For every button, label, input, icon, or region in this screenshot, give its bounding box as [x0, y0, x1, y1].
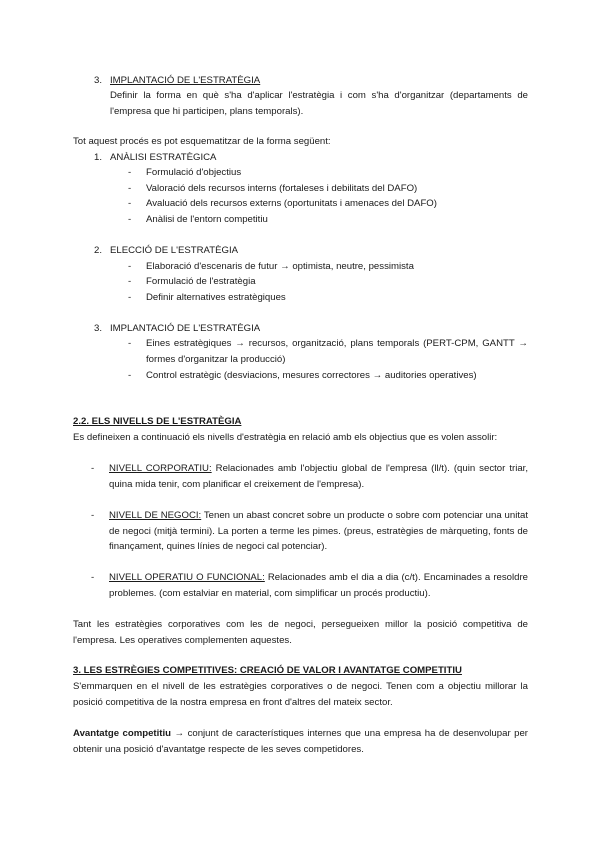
strategy-level-label: NIVELL OPERATIU O FUNCIONAL:	[109, 572, 265, 583]
scheme-step-number: 3.	[94, 323, 103, 334]
section-heading: 2.2. ELS NIVELLS DE L'ESTRATÈGIA	[73, 416, 242, 427]
strategy-level-item	[109, 508, 528, 555]
strategy-level-item	[109, 570, 528, 601]
strategy-level-text: Relacionades amb el dia a dia (c/t). Encaminades a resoldre problemes. (com estalviar en material, com simplificar un procés productiu).	[109, 572, 528, 599]
list-bullet: -	[128, 338, 132, 349]
definition-paragraph	[73, 726, 528, 757]
definition-text: → conjunt de característiques internes que una empresa ha de desenvolupar per obtenir una posició d'avantatge respecte de les seves competidores.	[73, 728, 528, 755]
strategy-level-text: Tenen un abast concret sobre un producte o sobre com potenciar una unitat de negoci (mitjà termini). La porten a terme les pimes. (preus, estratègies de màrqueting, fonts de finançament, quines línies de negoci cal potenciar).	[109, 510, 528, 552]
scheme-step-number: 1.	[94, 152, 103, 163]
list-item: Valoració dels recursos interns (fortaleses i debilitats del DAFO)	[146, 183, 418, 194]
list-bullet: -	[91, 463, 95, 474]
list-item: Elaboració d'escenaris de futur → optimista, neutre, pessimista	[146, 261, 414, 272]
list-item: Avaluació dels recursos externs (oportunitats i amenaces del DAFO)	[146, 198, 437, 209]
list-bullet: -	[91, 510, 95, 521]
list-item: Eines estratègiques → recursos, organització, plans temporals (PERT-CPM, GANTT → formes d'organitzar la producció)	[146, 338, 528, 365]
list-bullet: -	[128, 292, 132, 303]
section-intro: Es defineixen a continuació els nivells d'estratègia en relació amb els objectius que es volen assolir:	[73, 432, 498, 443]
section-intro: S'emmarquen en el nivell de les estratègies corporatives o de negoci. Tenen com a objectiu millorar la posició competitiva de la nostra empresa en front d'altres del mateix sector.	[73, 681, 528, 708]
section-top-number: 3.	[94, 75, 103, 86]
definition-term: Avantatge competitiu	[73, 728, 172, 739]
list-item: Control estratègic (desviacions, mesures correctores → auditories operatives)	[146, 370, 477, 381]
strategy-level-label: NIVELL DE NEGOCI:	[109, 510, 202, 521]
scheme-step-title: ANÀLISI ESTRATÈGICA	[110, 152, 217, 163]
list-item: Formulació d'objectius	[146, 167, 242, 178]
strategy-level-text: Relacionades amb l'objectiu global de l'empresa (ll/t). (quin sector triar, quina mida tenir, com planificar el creixement de l'empresa).	[109, 463, 528, 490]
list-bullet: -	[91, 572, 95, 583]
list-item: Anàlisi de l'entorn competitiu	[146, 214, 268, 225]
list-item: Formulació de l'estratègia	[146, 276, 256, 287]
scheme-step-title: IMPLANTACIÓ DE L'ESTRATÈGIA	[110, 323, 261, 334]
list-bullet: -	[128, 370, 132, 381]
list-bullet: -	[128, 198, 132, 209]
section-closing: Tant les estratègies corporatives com les de negoci, persegueixen millor la posició competitiva de l'empresa. Les operatives complementen aquestes.	[73, 619, 528, 646]
strategy-level-label: NIVELL CORPORATIU:	[109, 463, 212, 474]
section-heading: 3. LES ESTRÈGIES COMPETITIVES: CREACIÓ DE VALOR I AVANTATGE COMPETITIU	[73, 665, 462, 676]
scheme-step-title: ELECCIÓ DE L'ESTRATÈGIA	[110, 245, 239, 256]
section-top-text: Definir la forma en què s'ha d'aplicar l'estratègia i com s'ha d'organitzar (departaments de l'empresa que hi participen, plans temporals).	[110, 90, 528, 117]
scheme-intro: Tot aquest procés es pot esquematitzar de la forma següent:	[73, 136, 331, 147]
list-bullet: -	[128, 214, 132, 225]
section-top-title: IMPLANTACIÓ DE L'ESTRATÈGIA	[110, 75, 261, 86]
list-bullet: -	[128, 167, 132, 178]
scheme-step-number: 2.	[94, 245, 103, 256]
strategy-level-item	[109, 461, 528, 492]
list-bullet: -	[128, 261, 132, 272]
list-item: Definir alternatives estratègiques	[146, 292, 286, 303]
list-bullet: -	[128, 276, 132, 287]
list-bullet: -	[128, 183, 132, 194]
